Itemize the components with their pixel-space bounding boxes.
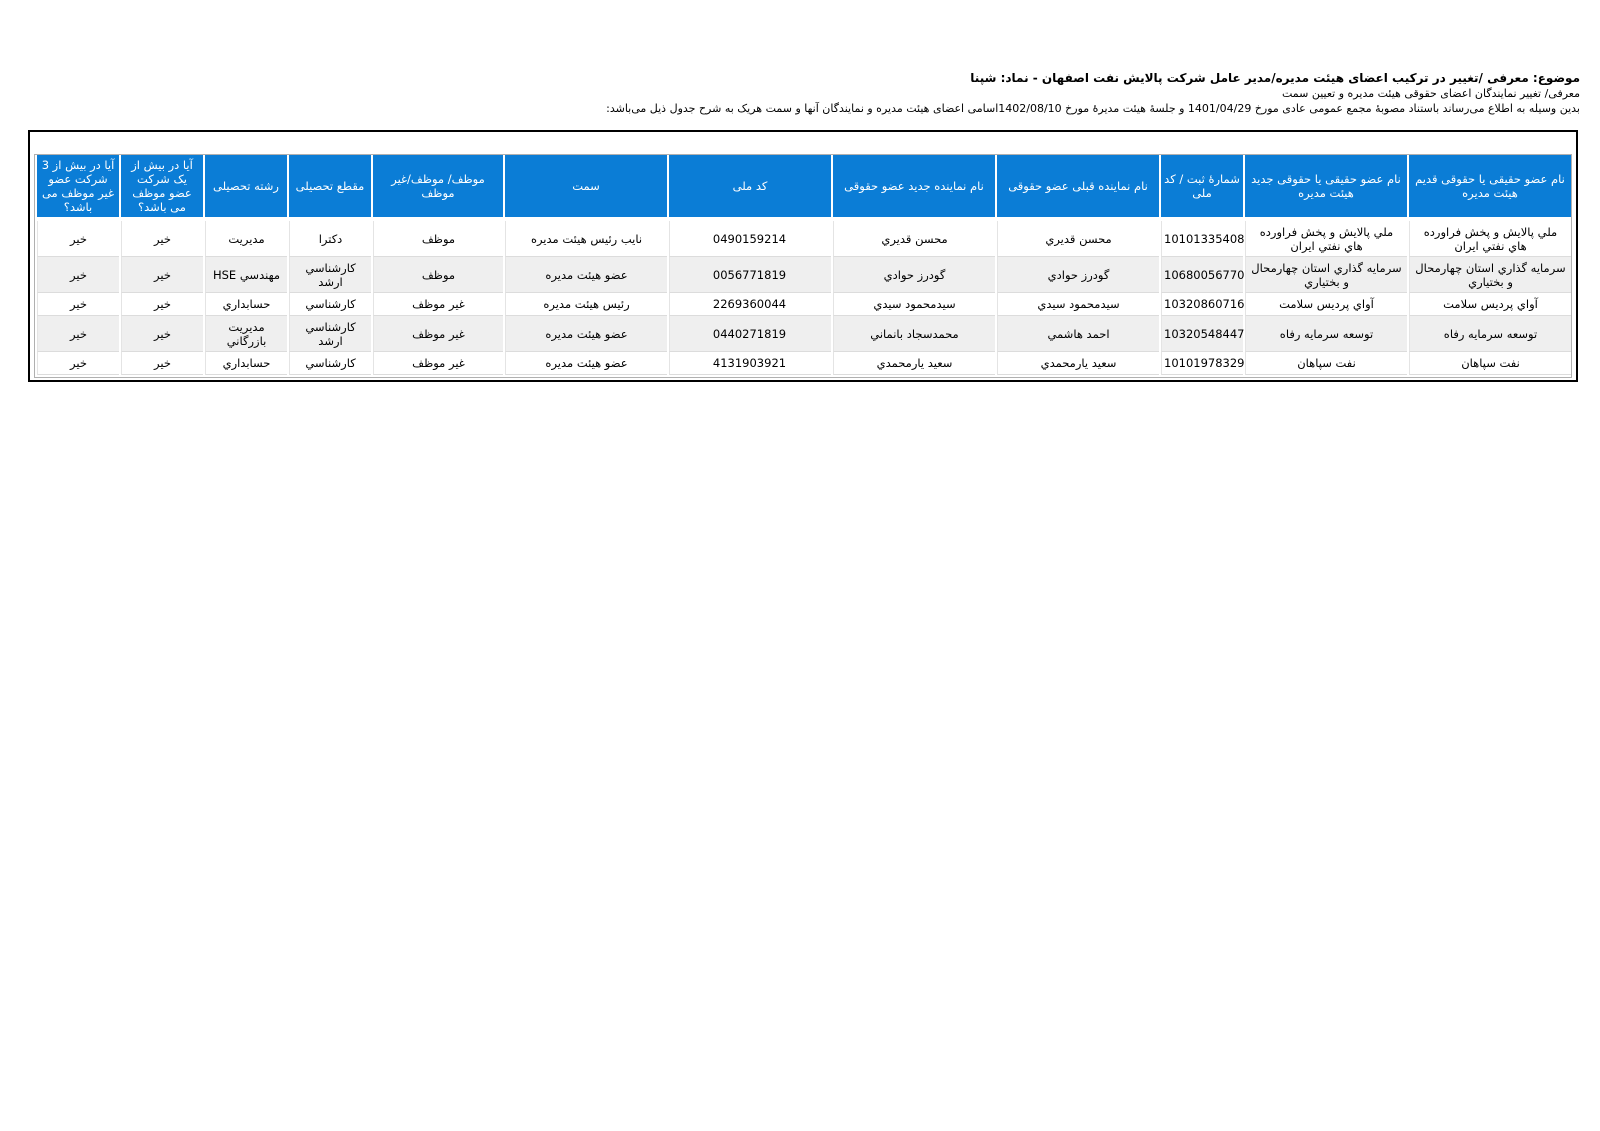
table-header-row	[37, 155, 1571, 221]
column-header: نام عضو حقیقی یا حقوقی جدید هیئت مدیره	[1245, 155, 1407, 221]
table-cell: 0056771819	[669, 257, 831, 293]
table-cell: 10680056770	[1161, 257, 1243, 293]
column-header: آیا در بیش از یک شرکت عضو موظف می باشد؟	[121, 155, 203, 221]
table-cell: سرمايه گذاري استان چهارمحال و بختياري	[1245, 257, 1407, 293]
column-header: کد ملی	[669, 155, 831, 221]
table-cell: كارشناسي ارشد	[289, 316, 371, 352]
column-header: نام نماینده جدید عضو حقوقی	[833, 155, 995, 221]
table-cell: غير موظف	[373, 293, 503, 316]
table-row	[37, 316, 1571, 352]
table-cell: توسعه سرمايه رفاه	[1409, 316, 1571, 352]
table-cell: مهندسي HSE	[205, 257, 287, 293]
table-cell: عضو هيئت مديره	[505, 257, 667, 293]
column-header: رشته تحصیلی	[205, 155, 287, 221]
document-header	[400, 70, 1580, 116]
table-cell: خير	[37, 293, 119, 316]
table-cell: 0490159214	[669, 221, 831, 257]
table-cell: خير	[121, 316, 203, 352]
table-cell: نفت سپاهان	[1245, 352, 1407, 375]
table-cell: آواي پرديس سلامت	[1409, 293, 1571, 316]
table-row	[37, 257, 1571, 293]
table-cell: خير	[121, 293, 203, 316]
column-header: شمارهٔ ثبت / کد ملی	[1161, 155, 1243, 221]
table-cell: محسن قديري	[833, 221, 995, 257]
table-cell: آواي پرديس سلامت	[1245, 293, 1407, 316]
table-cell: كارشناسي	[289, 293, 371, 316]
table-cell: خير	[121, 257, 203, 293]
table-cell: خير	[37, 221, 119, 257]
table-cell: سعيد يارمحمدي	[833, 352, 995, 375]
table-cell: خير	[121, 352, 203, 375]
table-cell: غير موظف	[373, 352, 503, 375]
table-cell: حسابداري	[205, 352, 287, 375]
subject-line: موضوع: معرفی /تغییر در ترکیب اعضای هیئت مدیره/مدیر عامل شرکت پالایش نفت اصفهان - نماد: شپنا	[970, 71, 1580, 85]
column-header: سمت	[505, 155, 667, 221]
table-cell: گودرز حوادي	[997, 257, 1159, 293]
table-cell: سعيد يارمحمدي	[997, 352, 1159, 375]
table-cell: گودرز حوادي	[833, 257, 995, 293]
table-cell: محمدسجاد بانماني	[833, 316, 995, 352]
table-cell: كارشناسي ارشد	[289, 257, 371, 293]
table-container	[34, 154, 1572, 378]
table-frame	[28, 130, 1578, 382]
table-cell: 10101978329	[1161, 352, 1243, 375]
table-cell: غير موظف	[373, 316, 503, 352]
table-cell: كارشناسي	[289, 352, 371, 375]
table-cell: ملي پالايش و پخش فراورده هاي نفتي ايران	[1245, 221, 1407, 257]
table-cell: موظف	[373, 257, 503, 293]
table-cell: 10101335408	[1161, 221, 1243, 257]
table-cell: نفت سپاهان	[1409, 352, 1571, 375]
table-cell: محسن قديري	[997, 221, 1159, 257]
column-header: نام عضو حقیقی یا حقوقی قدیم هیئت مدیره	[1409, 155, 1571, 221]
table-cell: مديريت	[205, 221, 287, 257]
table-cell: خير	[37, 352, 119, 375]
table-cell: 4131903921	[669, 352, 831, 375]
table-cell: توسعه سرمايه رفاه	[1245, 316, 1407, 352]
column-header: مقطع تحصیلی	[289, 155, 371, 221]
table-row	[37, 221, 1571, 257]
table-cell: موظف	[373, 221, 503, 257]
table-cell: عضو هيئت مديره	[505, 352, 667, 375]
column-header: موظف/ موظف/غیر موظف	[373, 155, 503, 221]
table-row	[37, 293, 1571, 316]
table-cell: عضو هيئت مديره	[505, 316, 667, 352]
table-row	[37, 352, 1571, 375]
table-cell: سيدمحمود سيدي	[833, 293, 995, 316]
table-cell: سيدمحمود سيدي	[997, 293, 1159, 316]
table-cell: مديريت بازرگاني	[205, 316, 287, 352]
table-cell: 10320548447	[1161, 316, 1243, 352]
column-header: آیا در بیش از 3 شرکت عضو غیر موظف می باشد؟	[37, 155, 119, 221]
table-cell: ملي پالايش و پخش فراورده هاي نفتي ايران	[1409, 221, 1571, 257]
table-cell: 2269360044	[669, 293, 831, 316]
announcement-line: بدین وسیله به اطلاع می‌رساند باستناد مصوبهٔ مجمع عمومی عادی مورخ 1401/04/29 و جلسهٔ هیئت مدیرهٔ مورخ 1402/08/10اسامی اعضای هیئت مدیره و نمایندگان آنها و سمت هریک به شرح جدول ذیل می‌باشد:	[606, 102, 1580, 115]
table-cell: 10320860716	[1161, 293, 1243, 316]
table-cell: نايب رئيس هيئت مديره	[505, 221, 667, 257]
table-cell: دكترا	[289, 221, 371, 257]
table-cell: خير	[37, 257, 119, 293]
table-cell: خير	[37, 316, 119, 352]
table-cell: 0440271819	[669, 316, 831, 352]
table-cell: خير	[121, 221, 203, 257]
table-cell: حسابداري	[205, 293, 287, 316]
column-header: نام نماینده قبلی عضو حقوقی	[997, 155, 1159, 221]
subtitle-line: معرفی/ تغییر نمایندگان اعضای حقوقی هیئت مدیره و تعیین سمت	[1281, 87, 1580, 100]
table-cell: سرمايه گذاري استان چهارمحال و بختياري	[1409, 257, 1571, 293]
table-cell: احمد هاشمي	[997, 316, 1159, 352]
board-members-table	[35, 155, 1573, 375]
table-cell: رئيس هيئت مديره	[505, 293, 667, 316]
